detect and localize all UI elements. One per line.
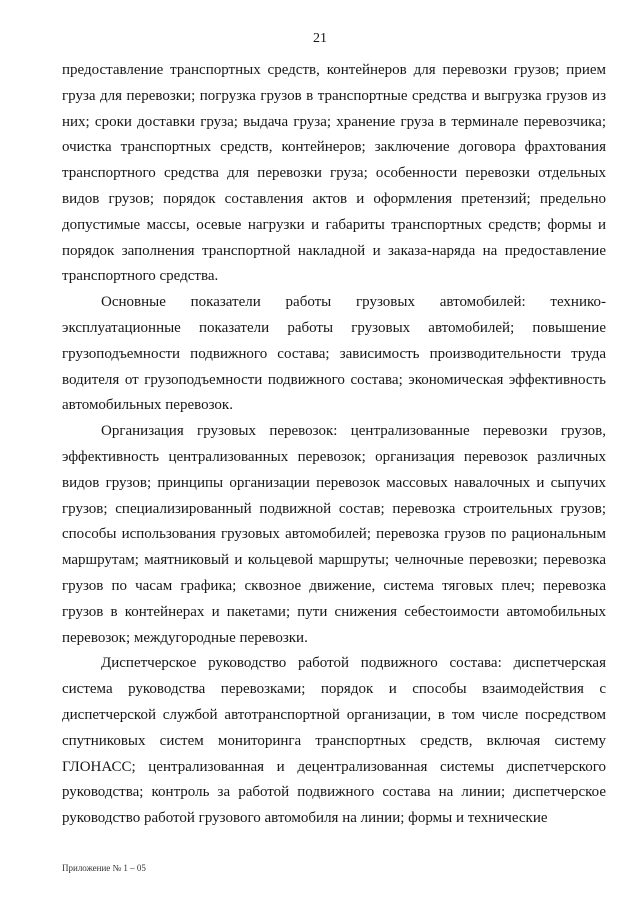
paragraph-transport-services: предоставление транспортных средств, контейнеров для перевозки грузов; прием груза для перевозки; погрузка грузов в транспортные средства и выгрузка грузов из них; сроки доставки груза; выдача груза; хранение груза в терминале перевозчика; очистка транспортных средств, контейнеров; заключение договора фрахтования транспортного средства для перевозки груза; особенности перевозки отдельных видов грузов; порядок составления актов и оформления претензий; предельно допустимые массы, осевые нагрузки и габариты транспортных средств; формы и порядок заполнения транспортной накладной и заказа-наряда на предоставление транспортного средства. bbox=[62, 62, 606, 285]
paragraph-freight-organization: Организация грузовых перевозок: централизованные перевозки грузов, эффективность централизованных перевозок; организация перевозок различных видов грузов; принципы организации перевозок массовых навалочных и сыпучих грузов; специализированный подвижной состав; перевозка строительных грузов; способы использования грузовых автомобилей; перевозка грузов по рациональным маршрутам; маятниковый и кольцевой маршруты; челночные перевозки; перевозка грузов по часам графика; сквозное движение, система тяговых плеч; перевозка грузов в контейнерах и пакетами; пути снижения себестоимости автомобильных перевозок; междугородные перевозки. bbox=[62, 423, 606, 646]
appendix-footer: Приложение № 1 – 05 bbox=[62, 863, 146, 873]
page-number: 21 bbox=[313, 31, 327, 46]
paragraph-dispatch-management: Диспетчерское руководство работой подвижного состава: диспетчерская система руководства перевозками; порядок и способы взаимодействия с диспетчерской службой автотранспортной организации, в том числе посредством спутниковых систем мониторинга транспортных средств, включая систему ГЛОНАСС; централизованная и децентрализованная системы диспетчерского руководства; контроль за работой подвижного состава на линии; диспетчерское руководство работой грузового автомобиля на линии; формы и технические bbox=[62, 655, 606, 827]
paragraph-truck-performance: Основные показатели работы грузовых автомобилей: технико-эксплуатационные показатели работы грузовых автомобилей; повышение грузоподъемности подвижного состава; зависимость производительности труда водителя от грузоподъемности подвижного состава; экономическая эффективность автомобильных перевозок. bbox=[62, 294, 606, 414]
document-body bbox=[62, 58, 606, 832]
